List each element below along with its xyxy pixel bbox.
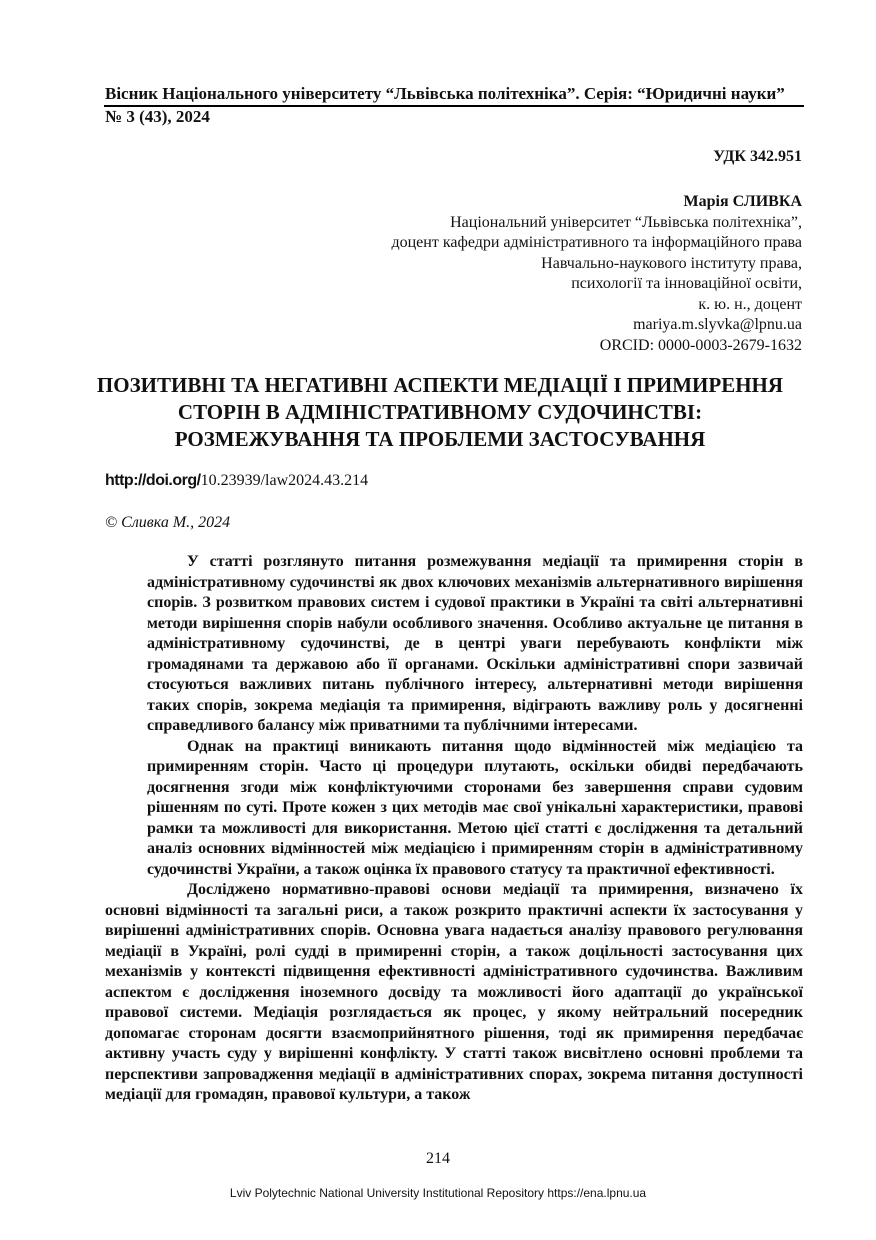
affiliation-line: Навчально-наукового інституту права, (541, 254, 802, 272)
copyright-notice: © Сливка М., 2024 (105, 514, 231, 531)
doi-prefix: http://doi.org/ (105, 472, 201, 489)
abstract (105, 552, 803, 1106)
article-title-line: СТОРІН В АДМІНІСТРАТИВНОМУ СУДОЧИНСТВІ: (177, 400, 703, 424)
author-name: Марія СЛИВКА (683, 193, 802, 210)
affiliation-line: Національний університет “Львівська політехніка”, (450, 213, 802, 231)
page-number: 214 (426, 1150, 450, 1167)
affiliation-line: психології та інноваційної освіти, (571, 275, 802, 292)
affiliation-line: доцент кафедри адміністративного та інформаційного права (391, 234, 802, 251)
abstract-paragraph: У статті розглянуто питання розмежування медіації та примирення сторін в адміністративному судочинстві як двох ключових механізмів альтернативного вирішення спорів. З розвитком правових систем і судової практики в Україні та світі альтернативні методи вирішення спорів набули особливого значення. Особливо актуальне це питання в адміністративному судочинстві, де в центрі уваги перебувають конфлікти між громадянами та державою або її органами. Оскільки адміністративні спори зазвичай стосуються важливих питань публічного інтересу, альтернативні методи вирішення таких спорів, зокрема медіація та примирення, відіграють важливу роль у досягненні справедливого балансу між приватними та публічними інтересами. (147, 553, 803, 734)
udc-code: УДК 342.951 (713, 148, 802, 165)
article-title (95, 372, 785, 453)
repository-footer: Lviv Polytechnic National University Institutional Repository https://ena.lpnu.ua (229, 1186, 647, 1200)
author-orcid: ORCID: 0000-0003-2679-1632 (599, 336, 802, 354)
doi-suffix: 10.23939/law2024.43.214 (200, 472, 369, 489)
article-title-line: ПОЗИТИВНІ ТА НЕГАТИВНІ АСПЕКТИ МЕДІАЦІЇ І ПРИМИРЕННЯ (96, 373, 784, 397)
doi-link[interactable] (105, 472, 368, 490)
academic-degree: к. ю. н., доцент (698, 295, 802, 313)
author-block (391, 192, 802, 356)
journal-title: Вісник Національного університету “Львівська політехніка”. Серія: “Юридичні науки” (105, 84, 785, 103)
abstract-paragraph: Досліджено нормативно-правові основи медіації та примирення, визначено їх основні відмінності та загальні риси, а також розкрито практичні аспекти їх застосування у вирішенні адміністративних спорів. Основна увага надається аналізу правового регулювання медіації в Україні, ролі судді в примиренні сторін, а також доцільності застосування цих механізмів у контексті підвищення ефективності адміністративного судочинства. Важливим аспектом є дослідження іноземного досвіду та можливості його адаптації до української правової системи. Медіація розглядається як процес, у якому нейтральний посередник допомагає сторонам досягти взаємоприйнятного рішення, тоді як примирення передбачає активну участь суду у вирішенні конфлікту. У статті також висвітлено основні проблеми та перспективи запровадження медіації в адміністративних спорах, зокрема питання доступності медіації для громадян, правової культури, а також (105, 881, 803, 1103)
article-title-line: РОЗМЕЖУВАННЯ ТА ПРОБЛЕМИ ЗАСТОСУВАННЯ (174, 427, 706, 451)
journal-issue: № 3 (43), 2024 (105, 107, 210, 126)
author-email[interactable]: mariya.m.slyvka@lpnu.ua (633, 316, 802, 333)
abstract-paragraph: Однак на практиці виникають питання щодо відмінностей між медіацією та примиренням сторін. Часто ці процедури плутають, оскільки обидві передбачають досягнення згоди між конфліктуючими сторонами без завершення справи судовим рішенням по суті. Проте кожен з цих методів має свої унікальні характеристики, правові рамки та можливості для використання. Метою цієї статті є дослідження та детальний аналіз основних відмінностей між медіацією і примиренням сторін в адміністративному судочинстві України, а також оцінка їх правового статусу та практичної ефективності. (147, 737, 803, 878)
